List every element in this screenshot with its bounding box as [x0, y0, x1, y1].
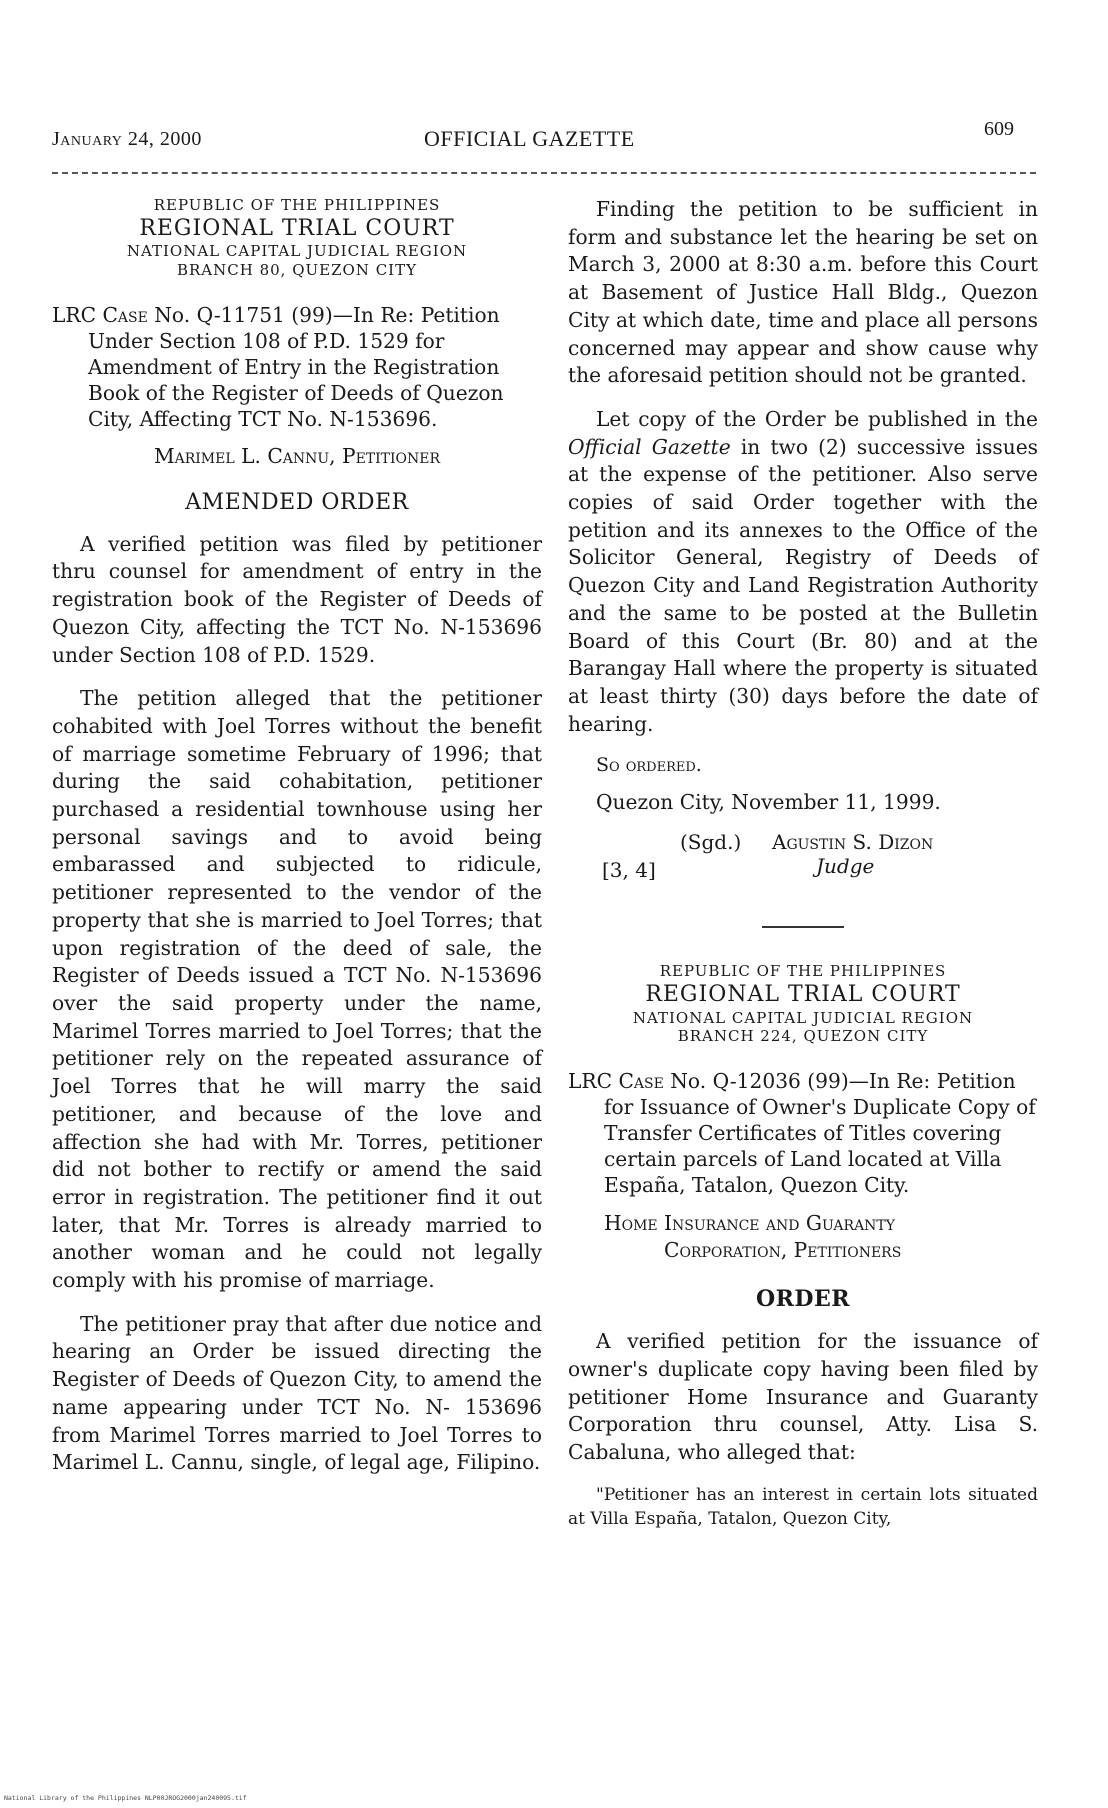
- page-header: [52, 118, 1032, 158]
- place-date: Quezon City, November 11, 1999.: [596, 790, 941, 815]
- left-column: [52, 196, 542, 1493]
- judge-name: Agustin S. Dizon: [772, 830, 934, 855]
- case-title: [52, 302, 542, 432]
- petitioner-line: Marimel L. Cannu, Petitioner: [153, 443, 441, 468]
- court-name: REGIONAL TRIAL COURT: [645, 982, 961, 1008]
- region-line: NATIONAL CAPITAL JUDICIAL REGION: [126, 242, 468, 261]
- order-heading-2: ORDER: [755, 1286, 851, 1313]
- region-line: NATIONAL CAPITAL JUDICIAL REGION: [632, 1008, 974, 1027]
- page-number: 609: [984, 118, 1014, 140]
- quoted-text: "Petitioner has an interest in certain lots situated at Villa España, Tatalon, Quezon City,: [568, 1484, 1038, 1529]
- judge-title: Judge: [816, 854, 875, 879]
- paragraph-publication: Let copy of the Order be published in the Official Gazette in two (2) successive issues at the expense of the petitioner. Also serve copies of said Order together with the petition and its annexes to the Office of the Solicitor General, Registry of Deeds of Quezon City and Land Registration Authority and the same to be posted at the Bulletin Board of this Court (Br. 80) and at the Barangay Hall where the property is situated at least thirty (30) days before the date of hearing.: [568, 406, 1038, 736]
- case-title-text: No. Q-12036 (99)—In Re: Petition for Issuance of Owner's Duplicate Copy of Transfer Certificates of Titles covering certain parcels of Land located at Villa España, Tatalon, Quezon City.: [604, 1069, 1036, 1198]
- case-label: LRC Case: [52, 302, 148, 327]
- header-rule: [52, 172, 1036, 174]
- paragraph: A verified petition was filed by petitioner thru counsel for amendment of entry in the registration book of the Register of Deeds of Quezon City, affecting the TCT No. N-153696 under Section 108 of P.D. 1529.: [52, 531, 542, 667]
- petitioner-line-2: [568, 1210, 1038, 1264]
- gazette-title: Official Gazette: [568, 434, 731, 459]
- order-heading: AMENDED ORDER: [185, 489, 409, 515]
- publication-title: OFFICIAL GAZETTE: [424, 126, 635, 151]
- branch-line: BRANCH 80, QUEZON CITY: [176, 261, 418, 279]
- republic-line: REPUBLIC OF THE PHILIPPINES: [659, 962, 947, 981]
- case-title-text: No. Q-11751 (99)—In Re: Petition Under Section 108 of P.D. 1529 for Amendment of Entry in the Registration Book of the Register of Deeds of Quezon City, Affecting TCT No. N-153696.: [88, 302, 504, 431]
- issue-numbers: [3, 4]: [602, 858, 656, 883]
- court-name: REGIONAL TRIAL COURT: [139, 215, 455, 241]
- court-heading-2: [568, 962, 1038, 1046]
- paragraph: A verified petition for the issuance of owner's duplicate copy having been filed by petitioner Home Insurance and Guaranty Corporation thru counsel, Atty. Lisa S. Cabaluna, who alleged that:: [568, 1329, 1038, 1464]
- court-heading: [52, 196, 542, 280]
- right-column: [568, 196, 1038, 1531]
- paragraph: The petition alleged that the petitioner cohabited with Joel Torres without the benefit of marriage sometime February of 1996; that during the said cohabitation, petitioner purchased a residential townhouse using her personal savings and to avoid being embarassed and subjected to ridicule, petitioner represented to the vendor of the property that she is married to Joel Torres; that upon registration of the deed of sale, the Register of Deeds issued a TCT No. N-153696 over the said property under the name, Marimel Torres married to Joel Torres; that the petitioner rely on the repeated assurance of Joel Torres that he will marry the said petitioner, and because of the love and affection she had with Mr. Torres, petitioner did not bother to rectify or amend the said error in registration. The petitioner find it out later, that Mr. Torres is already married to another woman and he could not legally comply with his promise of marriage.: [52, 686, 542, 1293]
- case-label: LRC Case: [568, 1069, 664, 1094]
- petitioner-name: Home Insurance and Guaranty: [604, 1211, 896, 1236]
- republic-line: REPUBLIC OF THE PHILIPPINES: [153, 196, 441, 214]
- paragraph: Finding the petition to be sufficient in form and substance let the hearing be set on March 3, 2000 at 8:30 a.m. before this Court at Basement of Justice Hall Bldg., Quezon City at which date, time and place all persons concerned may appear and show cause why the aforesaid petition should not be granted.: [568, 197, 1038, 388]
- so-ordered: So ordered.: [596, 754, 702, 777]
- case-title-2: [568, 1068, 1038, 1198]
- section-separator: [762, 926, 844, 928]
- signature-block: [568, 830, 1038, 890]
- issue-date: January 24, 2000: [52, 128, 202, 150]
- signed-mark: (Sgd.): [680, 830, 742, 855]
- scan-footer: National Library of the Philippines NLP00JROG2000jan240095.tif: [4, 1794, 247, 1802]
- branch-line: BRANCH 224, QUEZON CITY: [677, 1027, 929, 1046]
- petitioner-role: Corporation, Petitioners: [664, 1238, 902, 1263]
- paragraph: The petitioner pray that after due notice and hearing an Order be issued directing the Register of Deeds of Quezon City, to amend the name appearing under TCT No. N- 153696 from Marimel Torres married to Joel Torres to Marimel L. Cannu, single, of legal age, Filipino.: [52, 1311, 542, 1475]
